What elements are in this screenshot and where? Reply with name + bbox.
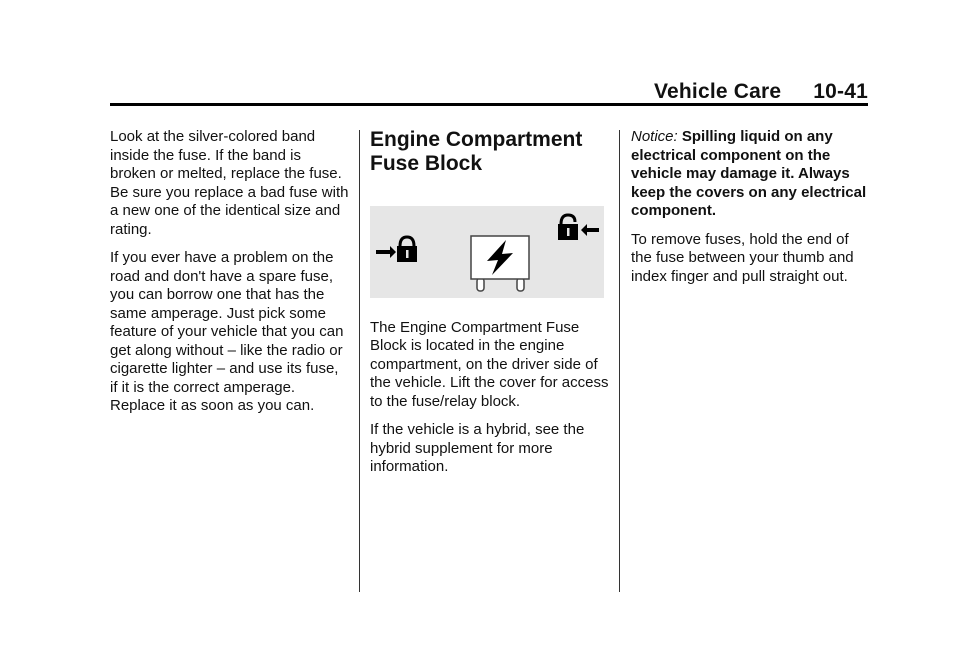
section-title-header: Vehicle Care [653,80,782,103]
header-text [654,80,868,104]
notice-label: Notice: [631,128,678,145]
notice-text: Spilling liquid on any electrical component on the vehicle may damage it. Always keep the covers on any electrical component. [631,128,867,219]
paragraph: If you ever have a problem on the road and don't have a spare fuse, you can borrow one that has the same amperage. Just pick some feature of your vehicle that you can get along without – like the radio or cigarette lighter – and use its fuse, if it is the correct amperage. Replace it as soon as you can. [110,249,344,414]
paragraph: The Engine Compartment Fuse Block is located in the engine compartment, on the driver side of the vehicle. Lift the cover for access to the fuse/relay block. [370,318,609,410]
column-3 [631,128,871,296]
paragraph: Look at the silver-colored band inside the fuse. If the band is broken or melted, replace the fuse. Be sure you replace a bad fuse with a new one of the identical size and rating. [110,128,349,238]
page-number: 10-41 [813,80,868,103]
header-rule [110,103,868,106]
paragraph: If the vehicle is a hybrid, see the hybrid supplement for more information. [370,421,585,475]
section-heading-line-2: Fuse Block [370,152,483,175]
paragraph: To remove fuses, hold the end of the fuse between your thumb and index finger and pull straight out. [631,230,854,285]
notice [631,128,871,221]
column-2 [370,128,610,487]
section-heading-line-1: Engine Compartment [370,128,583,151]
section-heading [370,128,610,176]
column-divider [619,130,620,592]
column-1 [110,128,350,426]
fuse-block-figure [370,206,604,298]
column-divider [359,130,360,592]
